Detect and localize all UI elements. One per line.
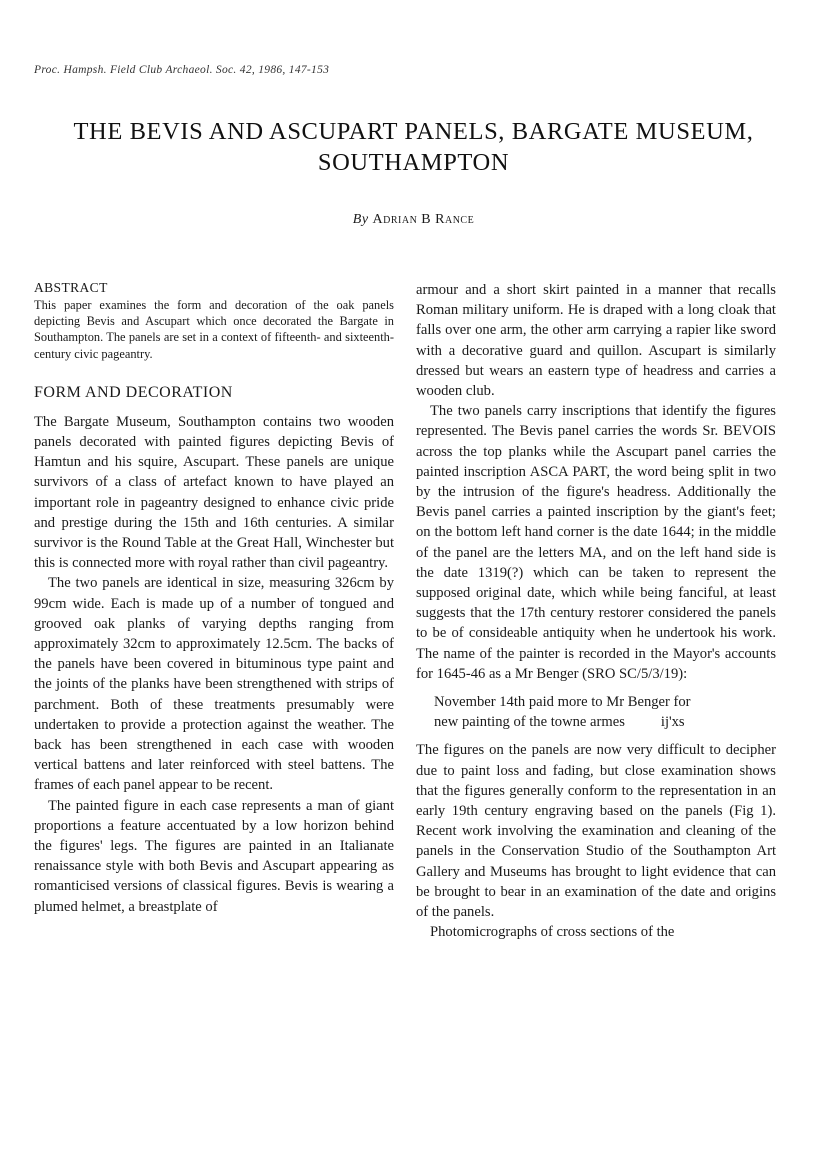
article-title-line-2: SOUTHAMPTON [317,149,510,176]
right-column [416,280,776,943]
section-heading: FORM AND DECORATION [34,383,233,401]
byline [0,212,827,228]
body-paragraph: The two panels are identical in size, measuring 326cm by 99cm wide. Each is made up of a number of tongued and grooved oak planks of varying depths ranging from approximately 32cm to approximately 12.5cm. The backs of the panels have been covered in bituminous type paint and the joints of the planks have been strengthened with strips of parchment. Both of these treatments presumably were undertaken to provide a protection against the weather. The back has been strengthened in each case with wooden vertical battens and later reinforced with steel battens. The frames of each panel appear to be recent. [34,575,394,794]
byline-by: By [352,212,369,227]
journal-citation: Proc. Hampsh. Field Club Archaeol. Soc. 42, 1986, 147-153 [34,64,330,76]
quote-line [434,712,776,732]
quote-amount: ij'xs [660,714,685,731]
abstract-heading: ABSTRACT [34,280,108,295]
body-paragraph: The figures on the panels are now very difficult to decipher due to paint loss and fading, but close examination shows that the figures generally conform to the representation in an early 19th century engraving based on the panels (Fig 1). Recent work involving the examination and cleaning of the panels in the Conservation Studio of the Southampton Art Gallery and Museums has brought to light evidence that can be brought to bear in an examination of the date and origins of the panels. [416,742,776,921]
author-name: Adrian B Rance [372,212,475,227]
body-paragraph: armour and a short skirt painted in a manner that recalls Roman military uniform. He is draped with a long cloak that falls over one arm, the other arm carrying a rapier like sword with a decorative guard and quillon. Ascupart is similarly dressed but wears an eastern type of headress and carries a wooden club. [416,282,776,400]
quote-line: November 14th paid more to Mr Benger for [434,694,691,711]
quote-text: new painting of the towne armes [434,714,625,731]
block-quote [434,692,776,732]
left-column [34,280,394,917]
body-paragraph: Photomicrographs of cross sections of the [430,924,675,941]
body-paragraph: The painted figure in each case represents a man of giant proportions a feature accentuated by a low horizon behind the figures' legs. The figures are painted in an Italianate renaissance style with both Bevis and Ascupart appearing as romanticised versions of classical figures. Bevis is wearing a plumed helmet, a breastplate of [34,797,394,915]
article-title [0,116,827,178]
body-paragraph: The two panels carry inscriptions that identify the figures represented. The Bevis panel carries the words Sr. BEVOIS across the top planks while the Ascupart panel carries the painted inscription ASCA PART, the word being split in two by the intrusion of the figure's headress. Additionally the Bevis panel carries a painted inscription by the giant's feet; on the bottom left hand corner is the date 1644; in the middle of the panel are the letters MA, and on the left hand side is the date 1319(?) which can be taken to represent the supposed original date, which while being fanciful, at least suggests that the 17th century restorer considered the panels to be of consideable antiquity when he undertook his work. The name of the painter is recorded in the Mayor's accounts for 1645-46 as a Mr Benger (SRO SC/5/3/19): [416,403,776,682]
article-title-line-1: THE BEVIS AND ASCUPART PANELS, BARGATE MUSEUM, [73,118,754,145]
body-paragraph: The Bargate Museum, Southampton contains two wooden panels decorated with painted figures depicting Bevis of Hamtun and his squire, Ascupart. These panels are unique survivors of a class of artefact known to have played an important role in pageantry designed to enhance civic pride and prestige during the 15th and 16th centuries. A similar survivor is the Round Table at the Great Hall, Winchester but this is connected more with royal rather than civil pageantry. [34,413,394,572]
abstract-text: This paper examines the form and decoration of the oak panels depicting Bevis and Ascupart which once decorated the Bargate in Southampton. The panels are set in a context of fifteenth- and sixteenth-century civic pageantry. [34,298,394,361]
